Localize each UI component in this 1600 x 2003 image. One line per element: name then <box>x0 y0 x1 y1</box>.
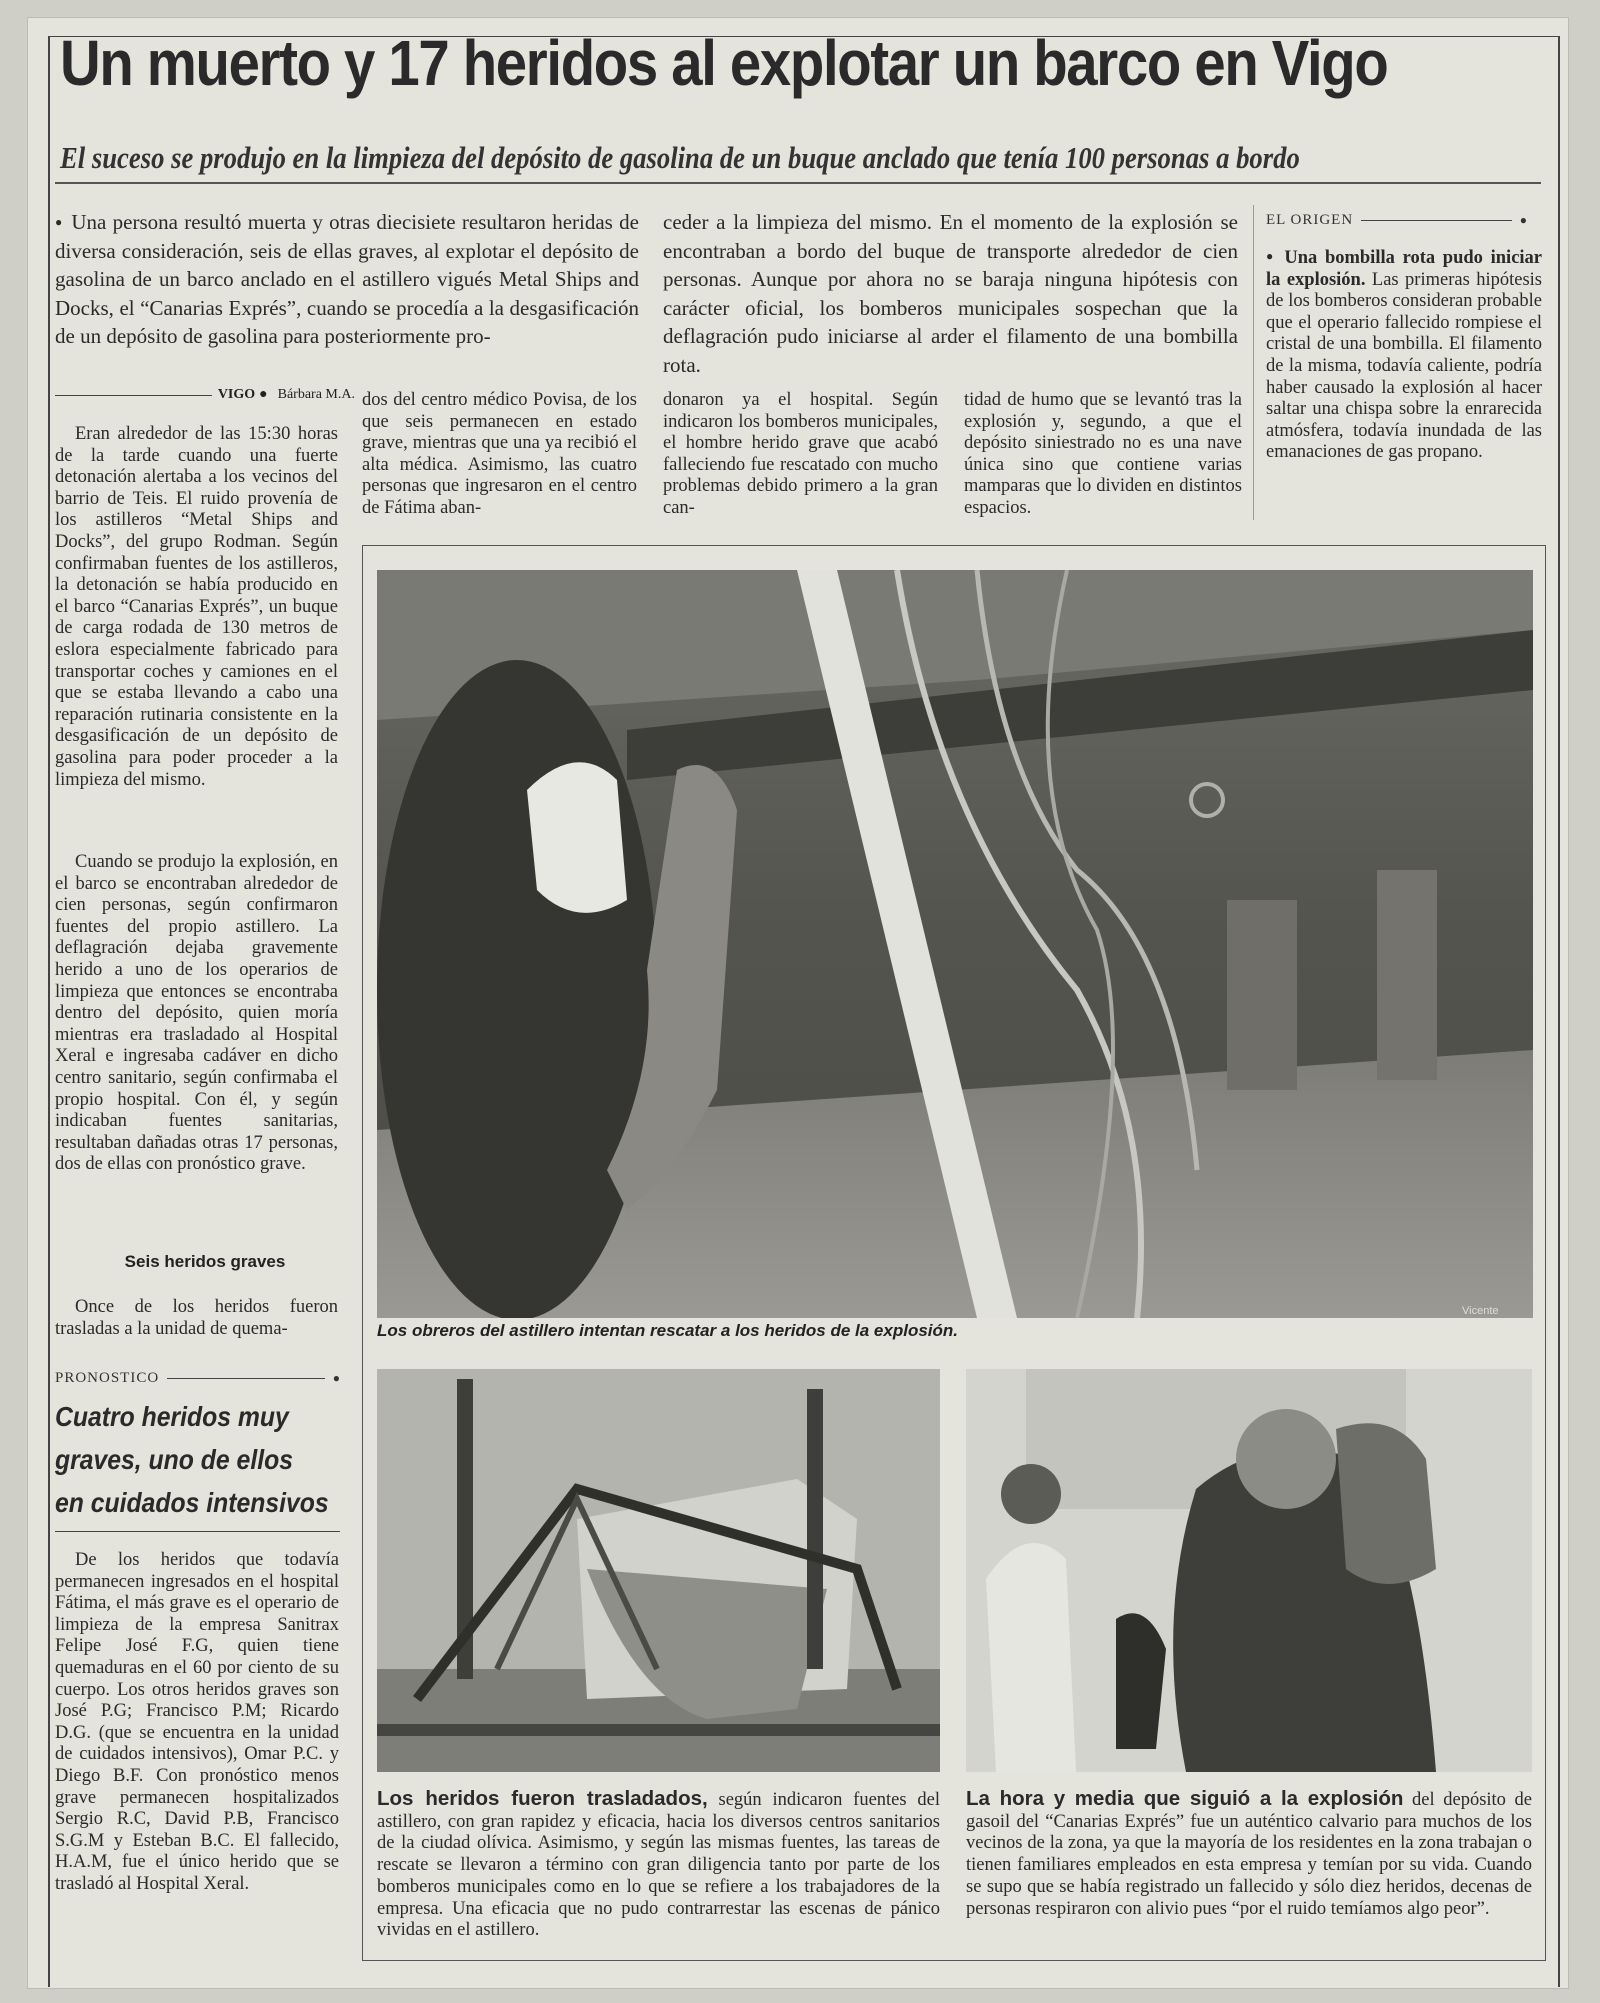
body-col-1-p3: Once de los heridos fueron trasladas a la unidad de quema- <box>55 1297 338 1339</box>
lead-col-1: ● Una persona resultó muerta y otras diecisiete resultaron heridas de diversa consideración, seis de ellas graves, al explotar el depósito de gasolina de un barco anclado en el astillero vigués Metal Ships and Docks, el “Canarias Exprés”, cuando se procedía a la desgasificación de un depósito de gasolina para posteriormente pro- <box>55 208 639 351</box>
families-caption <box>966 1788 1532 1920</box>
origen-body: Las primeras hipótesis de los bomberos consideran probable que el operario fallecido rompiese el cristal de una bombilla. El filamento de la misma, todavía caliente, podría haber causado la explosión al hacer saltar una chispa sobre la enrarecida atmósfera, todavía inundada de las emanaciones de gas propano. <box>1266 269 1542 463</box>
shipyard-photo-image <box>377 1369 940 1772</box>
pronostico-kicker: PRONOSTICO ● <box>55 1370 341 1386</box>
pronostico-kicker-label: PRONOSTICO <box>55 1370 160 1386</box>
column-rule <box>1253 205 1254 520</box>
body-col-1-p2: Cuando se produjo la explosión, en el barco se encontraban alrededor de cien personas, según confirmaron fuentes del propio astillero. La deflagración dejaba gravemente herido a uno de los operarios de limpieza que entonces se encontraba dentro del depósito, quien moría mientras era trasladado al Hospital Xeral e ingresaba cadáver en dicho centro sanitario, según confirmaba el propio hospital. Con él, y según indicaban fuentes sanitarias, resultaban dañadas otras 17 personas, dos de ellas con pronóstico grave. <box>55 852 338 1175</box>
pronostico-title-line: Cuatro heridos muy <box>55 1401 289 1432</box>
shipyard-caption-lead: Los heridos fueron trasladados, <box>377 1787 708 1810</box>
subheadline-rule <box>55 182 1541 184</box>
origen-text <box>1266 246 1542 464</box>
shipyard-caption <box>377 1788 940 1942</box>
byline-place: VIGO <box>217 387 256 402</box>
body-col-2: dos del centro médico Povisa, de los que seis permanecen en estado grave, mientras que una ya recibió el alta médica. Asimismo, las cuatro personas que ingresaron en el centro de Fátima aban- <box>362 390 637 518</box>
rescue-photo-image <box>377 570 1533 1318</box>
photo-credit: Vicente <box>1462 1305 1499 1317</box>
body-col-4: tidad de humo que se levantó tras la explosión y, segundo, a que el depósito siniestrado no es una nave única sino que contiene varias mamparas que lo dividen en distintos espacios. <box>964 390 1242 518</box>
lead-col-2: ceder a la limpieza del mismo. En el momento de la explosión se encontraban a bordo del buque de transporte alrededor de cien personas. Aunque por ahora no se baraja ninguna hipótesis con carácter oficial, los bomberos municipales sospechan que la deflagración pudo iniciarse al arder el filamento de una bombilla rota. <box>663 210 1238 377</box>
subheadline: El suceso se produjo en la limpieza del depósito de gasolina de un buque anclado que tenía 100 personas a bordo <box>60 140 1300 175</box>
main-photo-caption: Los obreros del astillero intentan rescatar a los heridos de la explosión. <box>377 1321 959 1340</box>
byline-author: Bárbara M.A. <box>277 387 355 402</box>
families-photo-image <box>966 1369 1532 1772</box>
section-subtitle: Seis heridos graves <box>124 1252 286 1271</box>
body-col-3: donaron ya el hospital. Según indicaron los bomberos municipales, el hombre herido grave que acabó falleciendo fue rescatado con mucho problemas debido primero a la gran can- <box>663 390 938 518</box>
origen-kicker-label: EL ORIGEN <box>1266 212 1354 228</box>
pronostico-title <box>55 1395 329 1524</box>
headline: Un muerto y 17 heridos al explotar un barco en Vigo <box>60 27 1388 99</box>
rescue-photo <box>377 570 1533 1318</box>
body-col-1-p1: Eran alrededor de las 15:30 horas de la tarde cuando una fuerte detonación alertaba a los vecinos del barrio de Teis. El ruido provenía de los astilleros “Metal Ships and Docks”, del grupo Rodman. Según confirmaban fuentes de los astilleros, la detonación se había producido en el barco “Canarias Exprés”, un buque de carga rodada de 130 metros de eslora especialmente fabricado para transportar coches y camiones en el que se estaba llevando a cabo una reparación rutinaria consistente en la desgasificación de un depósito de gasolina para poder proceder a la limpieza del mismo. <box>55 424 338 790</box>
families-caption-lead: La hora y media que siguió a la explosión <box>966 1787 1404 1810</box>
families-caption-text: del depósito de gasoil del “Canarias Exprés” fue un auténtico calvario para muchos de los vecinos de la zona, ya que la mayoría de los residentes en la zona trabajan o tienen familiares empleados en esta empresa y temían por su vida. Cuando se supo que se había registrado un fallecido y sólo diez heridos, decenas de personas respiraron con alivio pues “por el ruido temíamos algo peor”. <box>966 1790 1532 1919</box>
shipyard-photo <box>377 1369 940 1772</box>
families-photo <box>966 1369 1532 1772</box>
pronostico-rule <box>55 1531 340 1532</box>
pronostico-text: De los heridos que todavía permanecen ingresados en el hospital Fátima, el más grave es el operario de limpieza de la empresa Sanitrax Felipe José F.G, quien tiene quemaduras en el 60 por ciento de su cuerpo. Los otros heridos graves son José P.G; Francisco P.M; Ricardo D.G. (que se encuentra en la unidad de cuidados intensivos), Omar P.C. y Diego B.F. Con pronóstico menos grave permanecen hospitalizados Sergio R.C, David P.B, Francisco S.G.M y Esteban B.C. El fallecido, H.A.M, fue el único herido que se trasladó al Hospital Xeral. <box>55 1550 339 1894</box>
origen-kicker: EL ORIGEN ● <box>1266 212 1528 228</box>
byline: VIGO ● Bárbara M.A. <box>55 384 355 406</box>
pronostico-title-line: graves, uno de ellos <box>55 1444 293 1475</box>
origen-headline: Una bombilla rota pudo iniciar la explosión. <box>1266 248 1543 290</box>
shipyard-caption-text: según indicaron fuentes del astillero, con gran rapidez y eficacia, hacia los diversos centros sanitarios de la ciudad olívica. Asimismo, y según las mismas fuentes, las tareas de rescate se llevaron a término con gran diligencia tanto por parte de los bomberos municipales como en lo que se refiere a los trabajadores de la empresa. Una eficacia que no pudo contrarrestar las escenas de pánico vividas en el astillero. <box>377 1790 941 1941</box>
pronostico-title-line: en cuidados intensivos <box>55 1487 329 1518</box>
